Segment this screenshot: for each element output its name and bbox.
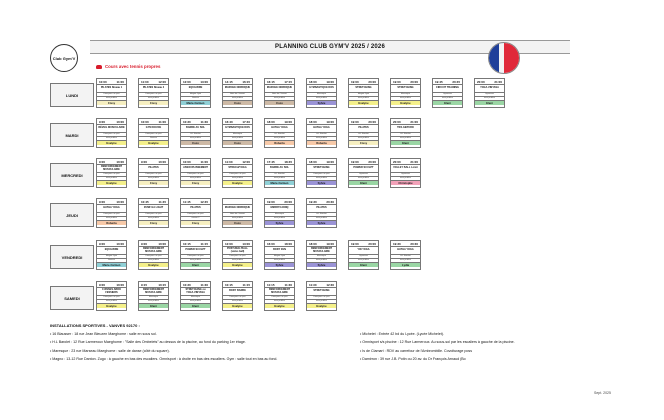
class-location: Danspace un peu — [97, 93, 126, 97]
class-name: EQUILIBRE — [97, 247, 126, 255]
class-coach: Evelyne — [223, 304, 252, 308]
class-audience: tous publics — [223, 259, 252, 263]
class-slot — [180, 281, 211, 311]
class-name: PILATES — [307, 205, 336, 213]
class-name: ASSOUPLISSEMENT — [181, 165, 210, 173]
class-slot — [180, 240, 211, 270]
class-slot — [138, 118, 169, 148]
class-location: Gymnase — [349, 173, 378, 177]
class-name: MARCHE NORDIQUE — [223, 85, 252, 93]
class-audience: tous publics — [307, 217, 336, 221]
class-audience: tous publics — [349, 97, 378, 101]
class-coach: Eleni — [349, 181, 378, 185]
class-time: 10:15 11:15 — [225, 282, 250, 287]
day-label-mercredi: MERCREDI — [50, 163, 94, 187]
class-audience: tous publics — [391, 259, 420, 263]
class-audience: Seniors — [139, 137, 168, 141]
city-logo — [488, 42, 520, 74]
class-audience: tous publics — [223, 177, 252, 181]
class-time: 18:00 19:00 — [309, 79, 334, 84]
class-audience: tous publics — [139, 217, 168, 221]
class-coach: Christophe — [391, 181, 420, 185]
class-slot — [180, 158, 211, 188]
day-label-jeudi: JEUDI — [50, 203, 94, 227]
class-location: Danspace un peu — [307, 173, 336, 177]
class-audience: tous publics — [391, 97, 420, 101]
class-location: Gymnase — [475, 93, 504, 97]
class-slot — [264, 118, 295, 148]
class-name: ZUMF EA LIGHT — [139, 205, 168, 213]
class-audience: tous publics — [391, 177, 420, 181]
class-time: 9:00 10:00 — [99, 199, 124, 204]
class-name: PILATES — [349, 125, 378, 133]
class-slot — [222, 240, 253, 270]
class-name: VOLLEY BALL Loisir — [391, 165, 420, 173]
class-name: STRETCHING — [391, 85, 420, 93]
class-audience: tous publics — [139, 259, 168, 263]
class-slot — [390, 78, 421, 108]
class-audience: tous publics — [349, 137, 378, 141]
class-slot — [264, 78, 295, 108]
class-location: Danspace un peu — [97, 133, 126, 137]
class-location: Magno Gym — [97, 255, 126, 259]
class-audience: tous publics — [475, 97, 504, 101]
class-name: MARCHE NORDIQUE — [265, 85, 294, 93]
class-audience: tous publics — [181, 137, 210, 141]
class-location: Maresque — [223, 133, 252, 137]
class-slot — [348, 158, 379, 188]
class-coach: Sylvie — [307, 263, 336, 267]
class-time: 9:00 10:00 — [99, 159, 124, 164]
class-name: RENFORCEMENT MUSCULAIRE — [307, 247, 336, 255]
class-slot — [348, 78, 379, 108]
class-audience: tous publics — [391, 137, 420, 141]
class-name: RENFORCEMENT MUSCULAIRE — [139, 288, 168, 296]
class-location: H.L Barolet — [349, 133, 378, 137]
installations-left — [50, 332, 320, 365]
class-slot — [138, 198, 169, 228]
class-coach: Evelyne — [307, 304, 336, 308]
class-time: 19:30 20:30 — [393, 241, 418, 246]
class-name: BODY BARRE — [223, 288, 252, 296]
class-audience: tous publics — [265, 177, 294, 181]
class-coach: Evelyne — [223, 263, 252, 267]
class-location: Maresque — [307, 93, 336, 97]
class-audience: tous publics — [181, 300, 210, 304]
class-location: H.L Barolet — [391, 133, 420, 137]
class-audience: tous publics — [139, 177, 168, 181]
page-title: PLANNING CLUB GYM'V 2025 / 2026 — [90, 40, 570, 54]
class-time: 16:00 18:00 — [267, 241, 292, 246]
class-slot — [138, 158, 169, 188]
class-audience: tous publics — [265, 259, 294, 263]
class-time: 18:00 19:00 — [267, 119, 292, 124]
class-name: RENFORCEMENT MUSCULAIRE — [139, 247, 168, 255]
class-audience: tous publics — [97, 137, 126, 141]
class-location: H.L Barolet — [391, 255, 420, 259]
class-coach: Coco — [223, 141, 252, 145]
class-audience: tous publics — [223, 97, 252, 101]
class-time: 10:30 11:30 — [183, 119, 208, 124]
class-coach: Evelyne — [349, 101, 378, 105]
class-location: Danspace un peu — [139, 133, 168, 137]
class-audience: tous publics — [139, 97, 168, 101]
class-slot — [306, 198, 337, 228]
class-location: Magno Gym — [265, 255, 294, 259]
class-slot — [96, 78, 127, 108]
class-time: 19:00 20:00 — [351, 159, 376, 164]
class-audience: tous publics — [265, 217, 294, 221]
class-audience: tous publics — [349, 259, 378, 263]
tennis-note: Cours avec tennis propres — [96, 64, 160, 69]
class-location: Maresque — [391, 93, 420, 97]
class-coach: Evelyne — [265, 304, 294, 308]
class-audience: Seniors — [97, 259, 126, 263]
class-location: Gymnase — [349, 255, 378, 259]
class-location: Maresque — [307, 255, 336, 259]
class-slot — [306, 281, 337, 311]
class-location: Danspace un peu — [139, 213, 168, 217]
class-slot — [348, 118, 379, 148]
class-audience: tous publics — [307, 137, 336, 141]
class-time: 9:00 10:00 — [141, 159, 166, 164]
class-audience: tous publics — [307, 97, 336, 101]
class-name: EQUILIBRE — [181, 85, 210, 93]
class-audience: tous publics — [181, 177, 210, 181]
day-label-vendredi: VENDREDI — [50, 245, 94, 269]
class-location: Danspace un peu — [139, 255, 168, 259]
class-coach: Coco — [223, 101, 252, 105]
class-slot — [390, 240, 421, 270]
class-time: 10:15 11:15 — [183, 241, 208, 246]
class-time: 17:45 18:45 — [267, 159, 292, 164]
class-coach: Evelyne — [139, 263, 168, 267]
class-location: H.L Barolet — [181, 133, 210, 137]
class-coach: Sylvie — [307, 181, 336, 185]
class-slot — [264, 281, 295, 311]
class-time: 19:00 20:00 — [351, 241, 376, 246]
class-audience: tous publics — [349, 177, 378, 181]
class-audience: niveau 2 — [181, 217, 210, 221]
class-name: STRECH/YOGA — [223, 165, 252, 173]
class-location: Bois de Clamart — [223, 213, 252, 217]
club-logo: Club Gym'V — [50, 44, 78, 72]
class-audience: tous publics — [181, 259, 210, 263]
class-name: TRX-GEPURO — [391, 125, 420, 133]
class-name: HATHA YOGA — [265, 125, 294, 133]
class-slot — [180, 78, 211, 108]
day-label-mardi: MARDI — [50, 123, 94, 147]
class-audience: tous publics — [223, 217, 252, 221]
class-coach: Evelyne — [97, 181, 126, 185]
class-coach: Cissy — [139, 181, 168, 185]
class-coach: Cissy — [181, 181, 210, 185]
class-location: Gymnase — [433, 93, 462, 97]
class-location: H.L Barolet — [265, 133, 294, 137]
class-location: Gymnase — [391, 173, 420, 177]
class-time: 16:15 17:15 — [267, 79, 292, 84]
class-name: HATHA YOGA — [97, 205, 126, 213]
class-location: Danspace un peu — [97, 213, 126, 217]
class-coach: Marie-Carmen — [265, 181, 294, 185]
class-time: 20:00 21:00 — [393, 119, 418, 124]
installation-item: • 16 Blausser : 18 rue Jean Bleuzen Maeghome : salle en sous sol. — [50, 332, 157, 336]
class-audience: tous publics — [265, 137, 294, 141]
day-label-samedi: SAMEDI — [50, 286, 94, 310]
class-name: EMBRYO-DINQ — [265, 205, 294, 213]
class-time: 16:40 17:40 — [225, 119, 250, 124]
class-slot — [96, 118, 127, 148]
class-time: 19:45 20:45 — [435, 79, 460, 84]
class-slot — [96, 240, 127, 270]
class-audience: tous publics — [139, 300, 168, 304]
class-audience: tous publics — [307, 300, 336, 304]
class-name: PILATES — [139, 165, 168, 173]
class-name: CUISSES ABDO FESSIERS — [97, 288, 126, 296]
class-audience: tous publics — [223, 300, 252, 304]
class-slot — [138, 78, 169, 108]
class-coach: Sylvie — [307, 101, 336, 105]
class-coach: Eleni — [139, 304, 168, 308]
class-name: PILATES Niveau 1 — [97, 85, 126, 93]
class-coach: Eleni — [391, 141, 420, 145]
class-coach: Roberta — [265, 141, 294, 145]
class-slot — [96, 158, 127, 188]
class-coach: Coco — [181, 141, 210, 145]
class-time: 14:15 16:15 — [225, 79, 250, 84]
class-time: 19:30 20:30 — [309, 199, 334, 204]
class-name: CIRCUIT TRAINING — [433, 85, 462, 93]
class-location: Danspace un peu — [139, 173, 168, 177]
class-slot — [390, 118, 421, 148]
class-coach: Eleni — [433, 101, 462, 105]
class-coach: Evelyne — [223, 181, 252, 185]
class-coach: Roberta — [307, 141, 336, 145]
class-location: Magno Gym — [349, 93, 378, 97]
class-location: H.L Barolet — [307, 213, 336, 217]
class-slot — [306, 78, 337, 108]
class-name: YOGA VINYASA — [475, 85, 504, 93]
class-time: 9:00 10:00 — [99, 241, 124, 246]
class-coach: Marie-Carmen — [181, 101, 210, 105]
class-audience: tous publics — [433, 97, 462, 101]
installation-item: • Damirron : 39 rue J.B. Potin ou 20 av. du Dr François Arnaud (Bo — [360, 356, 466, 361]
class-name: STRETCHING — [307, 288, 336, 296]
class-coach: Sylvie — [265, 263, 294, 267]
class-slot — [180, 198, 211, 228]
class-slot — [264, 158, 295, 188]
class-time: 20:00 21:00 — [477, 79, 502, 84]
class-location: Danspace un peu — [265, 296, 294, 300]
class-location: Danspace un peu — [97, 296, 126, 300]
class-time: 9:00 10:00 — [99, 119, 124, 124]
class-coach: Sylvie — [265, 221, 294, 225]
class-time: 10:00 11:00 — [141, 119, 166, 124]
class-location: Danspace un peu — [181, 255, 210, 259]
class-slot — [432, 78, 463, 108]
class-location: H.L Barolet — [307, 133, 336, 137]
class-slot — [306, 158, 337, 188]
class-name: PILATES Niveau 2 — [139, 85, 168, 93]
class-slot — [96, 198, 127, 228]
class-coach: Coco — [265, 101, 294, 105]
class-time: 18:00 19:00 — [309, 241, 334, 246]
footer-date: Sept. 2025 — [594, 391, 611, 395]
class-location: Danspace un peu — [307, 296, 336, 300]
class-name: RENFORCEMENT MUSCULAIRE — [265, 288, 294, 296]
installation-item: • Is de Clamart : RDV au carrefour de l'Ambrombille. Covoiturage poss — [360, 348, 472, 353]
class-coach: Coco — [223, 221, 252, 225]
class-audience: tous publics — [307, 259, 336, 263]
class-location: Maresque — [139, 296, 168, 300]
class-name: GYMNASTIQUE DOS — [307, 85, 336, 93]
class-location: Danspace un peu — [223, 255, 252, 259]
class-coach: Eleni — [475, 101, 504, 105]
class-location: Bois de Clamart — [265, 93, 294, 97]
shoe-icon — [96, 65, 102, 69]
class-location: Danspace un peu — [181, 213, 210, 217]
class-audience: tous publics — [97, 177, 126, 181]
class-name: BARRE AU SOL — [181, 125, 210, 133]
installation-item: • Magno : 13-12 Rue Danton. Zugo : à gauche en bas des escaliers. Omnisport : à droite en bas des escaliers. Gym : salle tout en bas au fond. — [50, 356, 278, 361]
class-time: 19:00 20:00 — [393, 79, 418, 84]
class-time: 18:00 19:00 — [309, 159, 334, 164]
class-time: 10:00 11:00 — [183, 159, 208, 164]
class-coach: Evelyne — [139, 141, 168, 145]
class-time: 11:15 11:30 — [267, 282, 292, 287]
class-location: Magno Gym — [181, 93, 210, 97]
class-name: POWER SCULPT — [181, 247, 210, 255]
class-coach: Evelyne — [97, 141, 126, 145]
class-time: 10:45 11:45 — [141, 199, 166, 204]
class-name: RENFORCEMENT MUSCULAIRE — [97, 165, 126, 173]
class-time: 11:30 12:30 — [309, 282, 334, 287]
installations-right — [360, 332, 590, 365]
class-name: POSTURAL'BALL (swiss ball) — [223, 247, 252, 255]
class-coach: Eleni — [349, 263, 378, 267]
class-name: BODY ZEN — [265, 247, 294, 255]
class-audience: tous publics — [307, 177, 336, 181]
class-slot — [264, 198, 295, 228]
class-slot — [474, 78, 505, 108]
class-time: 12:00 13:00 — [183, 79, 208, 84]
class-slot — [264, 240, 295, 270]
class-time: 9:00 10:00 — [141, 241, 166, 246]
class-slot — [138, 240, 169, 270]
class-coach: Evelyne — [97, 304, 126, 308]
class-audience: tous publics — [97, 300, 126, 304]
class-slot — [348, 240, 379, 270]
class-time: 11:45 12:45 — [183, 199, 208, 204]
day-label-lundi: LUNDI — [50, 83, 94, 107]
class-name: YIN YOGA — [349, 247, 378, 255]
class-coach: Lydia — [391, 263, 420, 267]
class-location: Danspace un peu — [97, 173, 126, 177]
class-location: Danspace un peu — [139, 93, 168, 97]
class-name: HATHA YOGA — [307, 125, 336, 133]
class-audience: tous publics — [223, 137, 252, 141]
class-time: 19:00 20:00 — [267, 199, 292, 204]
class-coach: Roberta — [97, 221, 126, 225]
class-time: 20:00 21:00 — [393, 159, 418, 164]
class-slot — [306, 118, 337, 148]
class-slot — [96, 281, 127, 311]
class-name: HATHA YOGA — [391, 247, 420, 255]
class-time: 10:00 11:00 — [99, 79, 124, 84]
installations-title: INSTALLATIONS SPORTIVES - VANVES 92170 : — [50, 323, 140, 328]
class-slot — [222, 281, 253, 311]
class-time: 19:00 20:00 — [351, 119, 376, 124]
class-coach: Sylvie — [307, 221, 336, 225]
installation-item: • Michelet : Entrée 42 bd du Lycée. (Lycée Michelet). — [360, 332, 444, 336]
class-time: 12:00 13:00 — [225, 241, 250, 246]
class-location: H.L Barolet — [265, 173, 294, 177]
class-name: POWER SCULPT — [349, 165, 378, 173]
class-location: Maresque — [265, 213, 294, 217]
class-audience: tous publics — [97, 97, 126, 101]
class-location: Bois de Clamart — [223, 93, 252, 97]
class-slot — [306, 240, 337, 270]
class-time: 9:15 10:15 — [141, 282, 166, 287]
class-name: PILATES — [181, 205, 210, 213]
class-coach: Evelyne — [391, 101, 420, 105]
class-name: BARRE AU SOL — [265, 165, 294, 173]
class-slot — [390, 158, 421, 188]
class-name: GYMNASTIQUE DOS — [223, 125, 252, 133]
class-time: 11:00 12:00 — [141, 79, 166, 84]
class-slot — [180, 118, 211, 148]
installation-item: • H.L Barolet : 12 Rue Larmeroux Maeghome : "Salle des Ombelets" au dessus de la piscine, au fond du parking 1er étage. — [50, 340, 246, 345]
class-name: MARCHE NORDIQUE — [223, 205, 252, 213]
class-location: Maresque — [181, 296, 210, 300]
class-location: Danspace un peu — [223, 173, 252, 177]
class-coach: Cissy — [181, 221, 210, 225]
class-slot — [222, 78, 253, 108]
class-coach: Cissy — [139, 101, 168, 105]
class-time: 10:30 11:30 — [183, 282, 208, 287]
class-coach: Marie-Carmen — [97, 263, 126, 267]
installation-item: • Omnisport s/s piscine : 12 Rue Larmeroux. Au sous-sol par les escaliers à gauche de la piscine. — [360, 340, 515, 345]
class-coach: Eleni — [181, 263, 210, 267]
class-name: STRETCHING — [307, 165, 336, 173]
class-time: 19:00 20:00 — [351, 79, 376, 84]
class-slot — [222, 198, 253, 228]
class-time: 18:00 19:00 — [309, 119, 334, 124]
class-time: 11:00 12:00 — [225, 159, 250, 164]
class-audience: tous publics — [97, 217, 126, 221]
class-coach: Cissy — [139, 221, 168, 225]
class-audience: tous publics — [265, 300, 294, 304]
class-name: GYM DOUCE — [139, 125, 168, 133]
class-coach: Cissy — [349, 141, 378, 145]
class-slot — [222, 118, 253, 148]
class-location: Danspace un peu — [223, 296, 252, 300]
class-slot — [222, 158, 253, 188]
class-coach: Cissy — [97, 101, 126, 105]
class-name: RÉVEIL MUSCULAIRE — [97, 125, 126, 133]
class-slot — [138, 281, 169, 311]
class-audience: tous publics — [265, 97, 294, 101]
class-coach: Eleni — [181, 304, 210, 308]
class-name: STRETCHING — [349, 85, 378, 93]
class-audience: Seniors — [181, 97, 210, 101]
class-time: 9:00 10:00 — [99, 282, 124, 287]
class-location: Danspace un peu — [181, 173, 210, 177]
installation-item: • Maresque : 23 rue Marseau Maeghome : salle de danse (côté du square). — [50, 348, 170, 353]
class-name: STRETCHING ou YOGA VINYASA — [181, 288, 210, 296]
